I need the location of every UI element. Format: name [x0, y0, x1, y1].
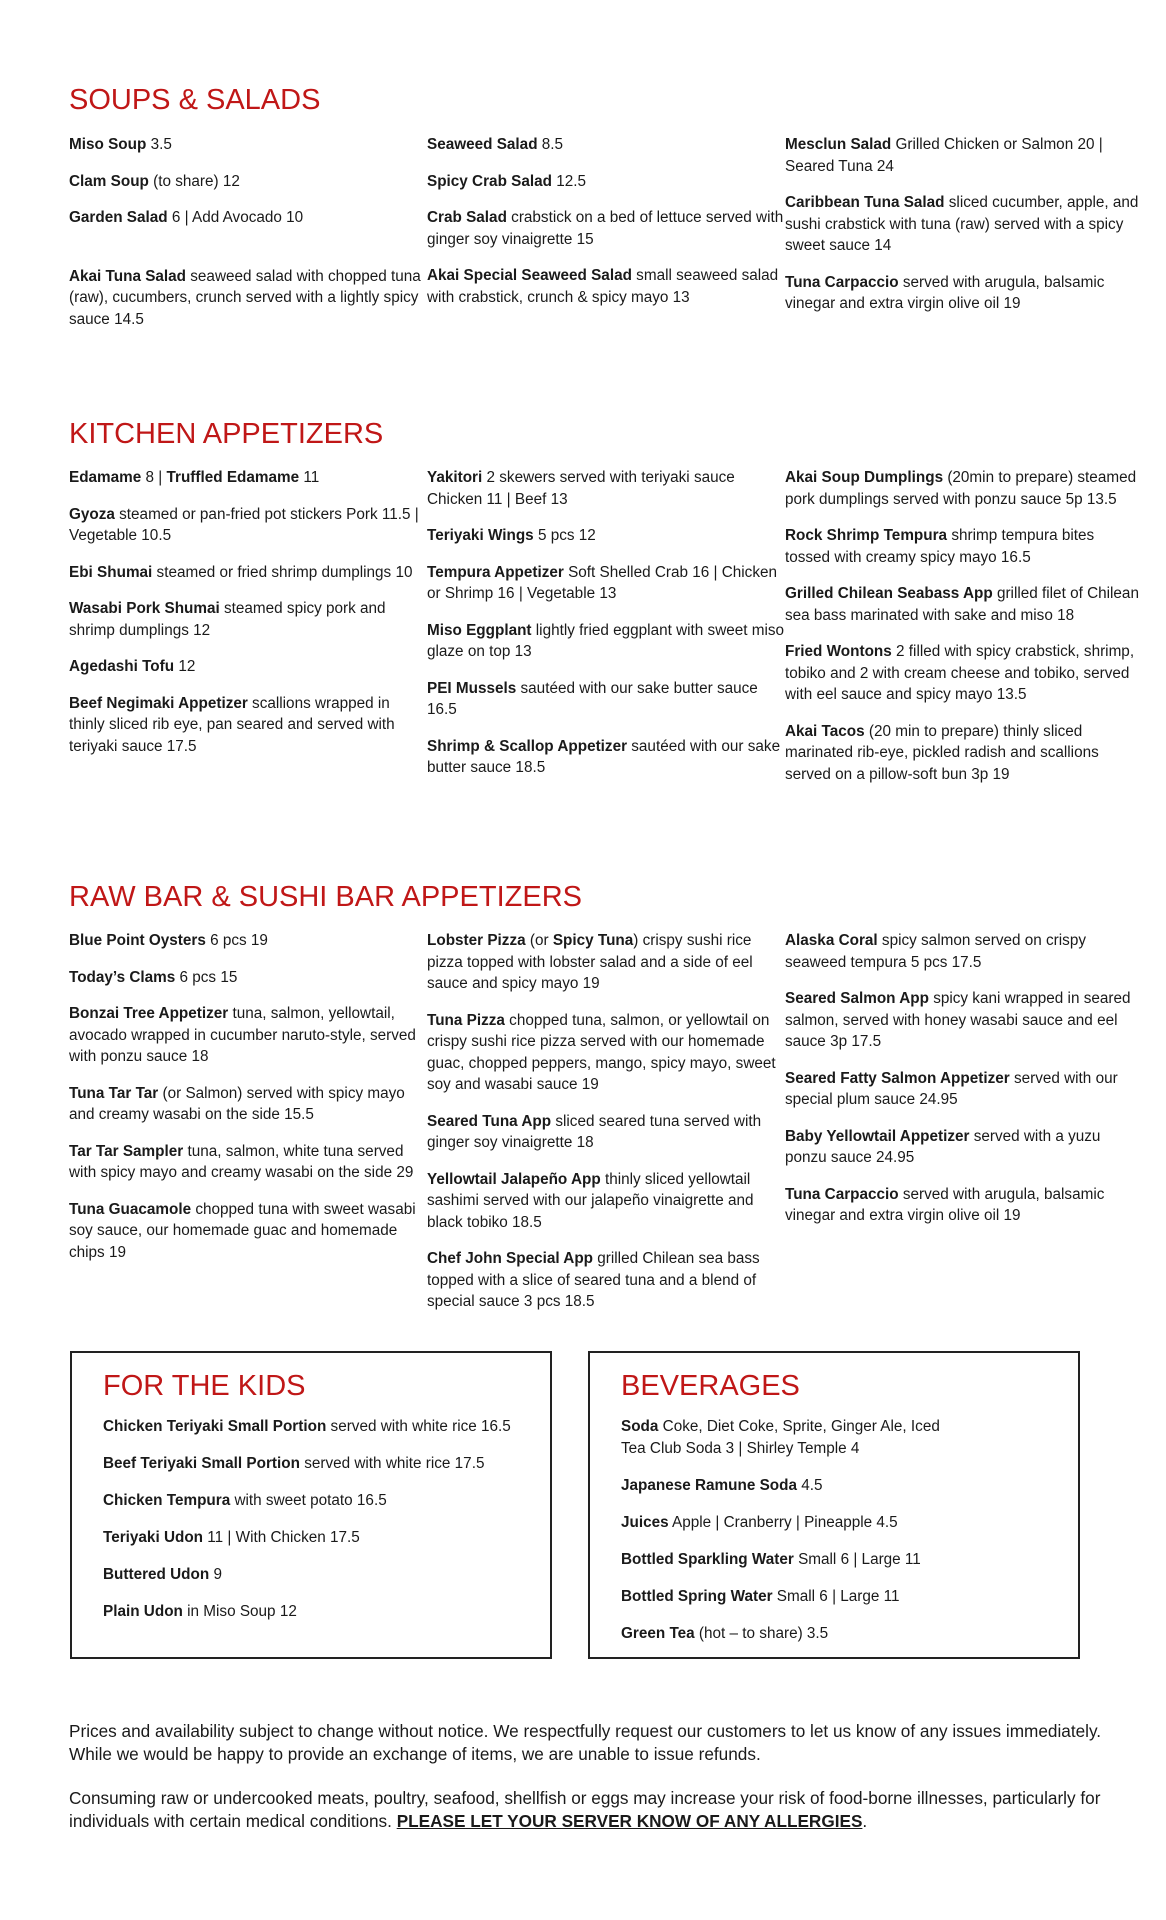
- menu-item: Clam Soup (to share) 12: [69, 172, 240, 190]
- raw-col-3: [785, 930, 1143, 1328]
- menu-item: Seaweed Salad 8.5: [427, 136, 564, 153]
- menu-item: Juices Apple | Cranberry | Pineapple 4.5: [621, 1513, 898, 1531]
- menu-item: Tuna Carpaccio served with arugula, balsamic vinegar and extra virgin olive oil 19: [785, 1185, 1105, 1224]
- menu-item: Akai Special Seaweed Salad small seaweed salad with crabstick, crunch & spicy mayo 13: [427, 267, 779, 306]
- menu-item: Teriyaki Udon 11 | With Chicken 17.5: [103, 1529, 360, 1546]
- kitchen-col-3: [785, 467, 1143, 800]
- menu-item: Gyoza steamed or pan-fried pot stickers Pork 11.5 | Vegetable 10.5: [69, 505, 419, 544]
- kitchen-col-1: [69, 467, 427, 800]
- soups-salads-columns: [69, 134, 1139, 345]
- menu-item: Bottled Sparkling Water Small 6 | Large 11: [621, 1550, 921, 1568]
- section-title-beverages: BEVERAGES: [621, 1370, 800, 1402]
- menu-item: Ebi Shumai steamed or fried shrimp dumplings 10: [69, 563, 413, 581]
- menu-item: Grilled Chilean Seabass App grilled filet of Chilean sea bass marinated with sake and miso 18: [785, 585, 1139, 624]
- menu-item: Tempura Appetizer Soft Shelled Crab 16 | Chicken or Shrimp 16 | Vegetable 13: [427, 563, 777, 602]
- menu-item: Mesclun Salad Grilled Chicken or Salmon 20 | Seared Tuna 24: [785, 136, 1103, 175]
- menu-item: Caribbean Tuna Salad sliced cucumber, apple, and sushi crabstick with tuna (raw) served with a spicy sweet sauce 14: [785, 194, 1139, 254]
- menu-item: Teriyaki Wings 5 pcs 12: [427, 527, 596, 544]
- consumption-warning: Consuming raw or undercooked meats, poultry, seafood, shellfish or eggs may increase your risk of food-borne illnesses, particularly for individuals with certain medical conditions. PLEASE LET YOUR SERVER KNOW OF ANY ALLERGIES.: [69, 1788, 1101, 1831]
- menu-item: Plain Udon in Miso Soup 12: [103, 1603, 297, 1620]
- section-title-kitchen-appetizers: KITCHEN APPETIZERS: [69, 418, 384, 450]
- menu-item: Blue Point Oysters 6 pcs 19: [69, 932, 268, 949]
- menu-item: Tuna Carpaccio served with arugula, balsamic vinegar and extra virgin olive oil 19: [785, 273, 1105, 312]
- menu-item: Spicy Crab Salad 12.5: [427, 172, 587, 190]
- menu-item: Yakitori 2 skewers served with teriyaki sauce Chicken 11 | Beef 13: [427, 469, 735, 508]
- menu-item: Lobster Pizza (or Spicy Tuna) crispy sushi rice pizza topped with lobster salad and a side of eel sauce and spicy mayo 19: [427, 932, 753, 992]
- menu-item: Seared Tuna App sliced seared tuna served with ginger soy vinaigrette 18: [427, 1112, 762, 1151]
- menu-item: Tuna Guacamole chopped tuna with sweet wasabi soy sauce, our homemade guac and homemade chips 19: [69, 1200, 416, 1261]
- menu-item: Beef Teriyaki Small Portion served with white rice 17.5: [103, 1455, 485, 1472]
- beverages-box: [588, 1351, 1080, 1659]
- menu-item: Bottled Spring Water Small 6 | Large 11: [621, 1587, 900, 1605]
- menu-item: Agedashi Tofu 12: [69, 658, 196, 675]
- menu-item: Miso Soup 3.5: [69, 136, 172, 153]
- menu-item: Soda Coke, Diet Coke, Sprite, Ginger Ale, Iced Tea Club Soda 3 | Shirley Temple 4: [621, 1418, 940, 1457]
- kitchen-columns: [69, 467, 1139, 800]
- menu-item: PEI Mussels sautéed with our sake butter sauce 16.5: [427, 679, 758, 718]
- menu-item: Tar Tar Sampler tuna, salmon, white tuna served with spicy mayo and creamy wasabi on the side 29: [69, 1142, 414, 1181]
- menu-item: Alaska Coral spicy salmon served on crispy seaweed tempura 5 pcs 17.5: [785, 932, 1086, 971]
- kids-list: [103, 1416, 523, 1638]
- menu-item: Bonzai Tree Appetizer tuna, salmon, yellowtail, avocado wrapped in cucumber naruto-style, served with ponzu sauce 18: [69, 1005, 416, 1065]
- menu-item: Akai Soup Dumplings (20min to prepare) steamed pork dumplings served with ponzu sauce 5p 13.5: [785, 469, 1137, 508]
- raw-bar-columns: [69, 930, 1131, 1328]
- menu-item: Crab Salad crabstick on a bed of lettuce served with ginger soy vinaigrette 15: [427, 209, 784, 248]
- menu-item: Baby Yellowtail Appetizer served with a yuzu ponzu sauce 24.95: [785, 1127, 1101, 1166]
- menu-item: Green Tea (hot – to share) 3.5: [621, 1624, 829, 1642]
- menu-item: Buttered Udon 9: [103, 1566, 222, 1583]
- menu-item: Fried Wontons 2 filled with spicy crabstick, shrimp, tobiko and 2 with cream cheese and tobiko, served with eel sauce and spicy mayo 13.5: [785, 643, 1135, 703]
- menu-item: Seared Fatty Salmon Appetizer served with our special plum sauce 24.95: [785, 1069, 1118, 1108]
- menu-item: Tuna Tar Tar (or Salmon) served with spicy mayo and creamy wasabi on the side 15.5: [69, 1084, 405, 1123]
- menu-item: Edamame 8 | Truffled Edamame 11: [69, 469, 320, 486]
- soups-col-1: [69, 134, 427, 345]
- soups-col-3: [785, 134, 1143, 345]
- menu-item: Seared Salmon App spicy kani wrapped in seared salmon, served with honey wasabi sauce and eel sauce 3p 17.5: [785, 990, 1131, 1050]
- kids-box: [70, 1351, 552, 1659]
- menu-item: Today’s Clams 6 pcs 15: [69, 968, 238, 986]
- menu-item: Chicken Tempura with sweet potato 16.5: [103, 1492, 387, 1509]
- allergy-warning: PLEASE LET YOUR SERVER KNOW OF ANY ALLERGIES: [396, 1810, 863, 1831]
- menu-item: Chicken Teriyaki Small Portion served with white rice 16.5: [103, 1418, 511, 1435]
- menu-item: Yellowtail Jalapeño App thinly sliced yellowtail sashimi served with our jalapeño vinaigrette and black tobiko 18.5: [427, 1170, 754, 1231]
- menu-item: Rock Shrimp Tempura shrimp tempura bites tossed with creamy spicy mayo 16.5: [785, 527, 1095, 566]
- menu-item: Akai Tacos (20 min to prepare) thinly sliced marinated rib-eye, pickled radish and scallions served on a pillow-soft bun 3p 19: [785, 722, 1099, 783]
- menu-item: Shrimp & Scallop Appetizer sautéed with our sake butter sauce 18.5: [427, 737, 781, 776]
- menu-item: Beef Negimaki Appetizer scallions wrapped in thinly sliced rib eye, pan seared and served with teriyaki sauce 17.5: [69, 694, 395, 755]
- footer-notes: [69, 1720, 1109, 1854]
- menu-item: Chef John Special App grilled Chilean sea bass topped with a slice of seared tuna and a blend of special sauce 3 pcs 18.5: [427, 1250, 760, 1310]
- beverages-list: [621, 1416, 961, 1660]
- section-title-soups-salads: SOUPS & SALADS: [69, 84, 321, 116]
- menu-item: Garden Salad 6 | Add Avocado 10: [69, 209, 304, 226]
- raw-col-1: [69, 930, 427, 1328]
- menu-item: Wasabi Pork Shumai steamed spicy pork and shrimp dumplings 12: [69, 600, 386, 639]
- section-title-raw-bar: RAW BAR & SUSHI BAR APPETIZERS: [69, 881, 582, 913]
- menu-item: Miso Eggplant lightly fried eggplant with sweet miso glaze on top 13: [427, 621, 785, 660]
- raw-col-2: [427, 930, 785, 1328]
- menu-item: Tuna Pizza chopped tuna, salmon, or yellowtail on crispy sushi rice pizza served with our homemade guac, chopped peppers, mango, spicy mayo, sweet soy and wasabi sauce 19: [427, 1011, 776, 1093]
- menu-item: Japanese Ramune Soda 4.5: [621, 1476, 823, 1494]
- section-title-kids: FOR THE KIDS: [103, 1370, 306, 1402]
- menu-item: Akai Tuna Salad seaweed salad with chopped tuna (raw), cucumbers, crunch served with a lightly spicy sauce 14.5: [69, 267, 421, 328]
- prices-note: Prices and availability subject to change without notice. We respectfully request our customers to let us know of any issues immediately. While we would be happy to provide an exchange of items, we are unable to issue refunds.: [69, 1721, 1102, 1764]
- soups-col-2: [427, 134, 785, 345]
- kitchen-col-2: [427, 467, 785, 800]
